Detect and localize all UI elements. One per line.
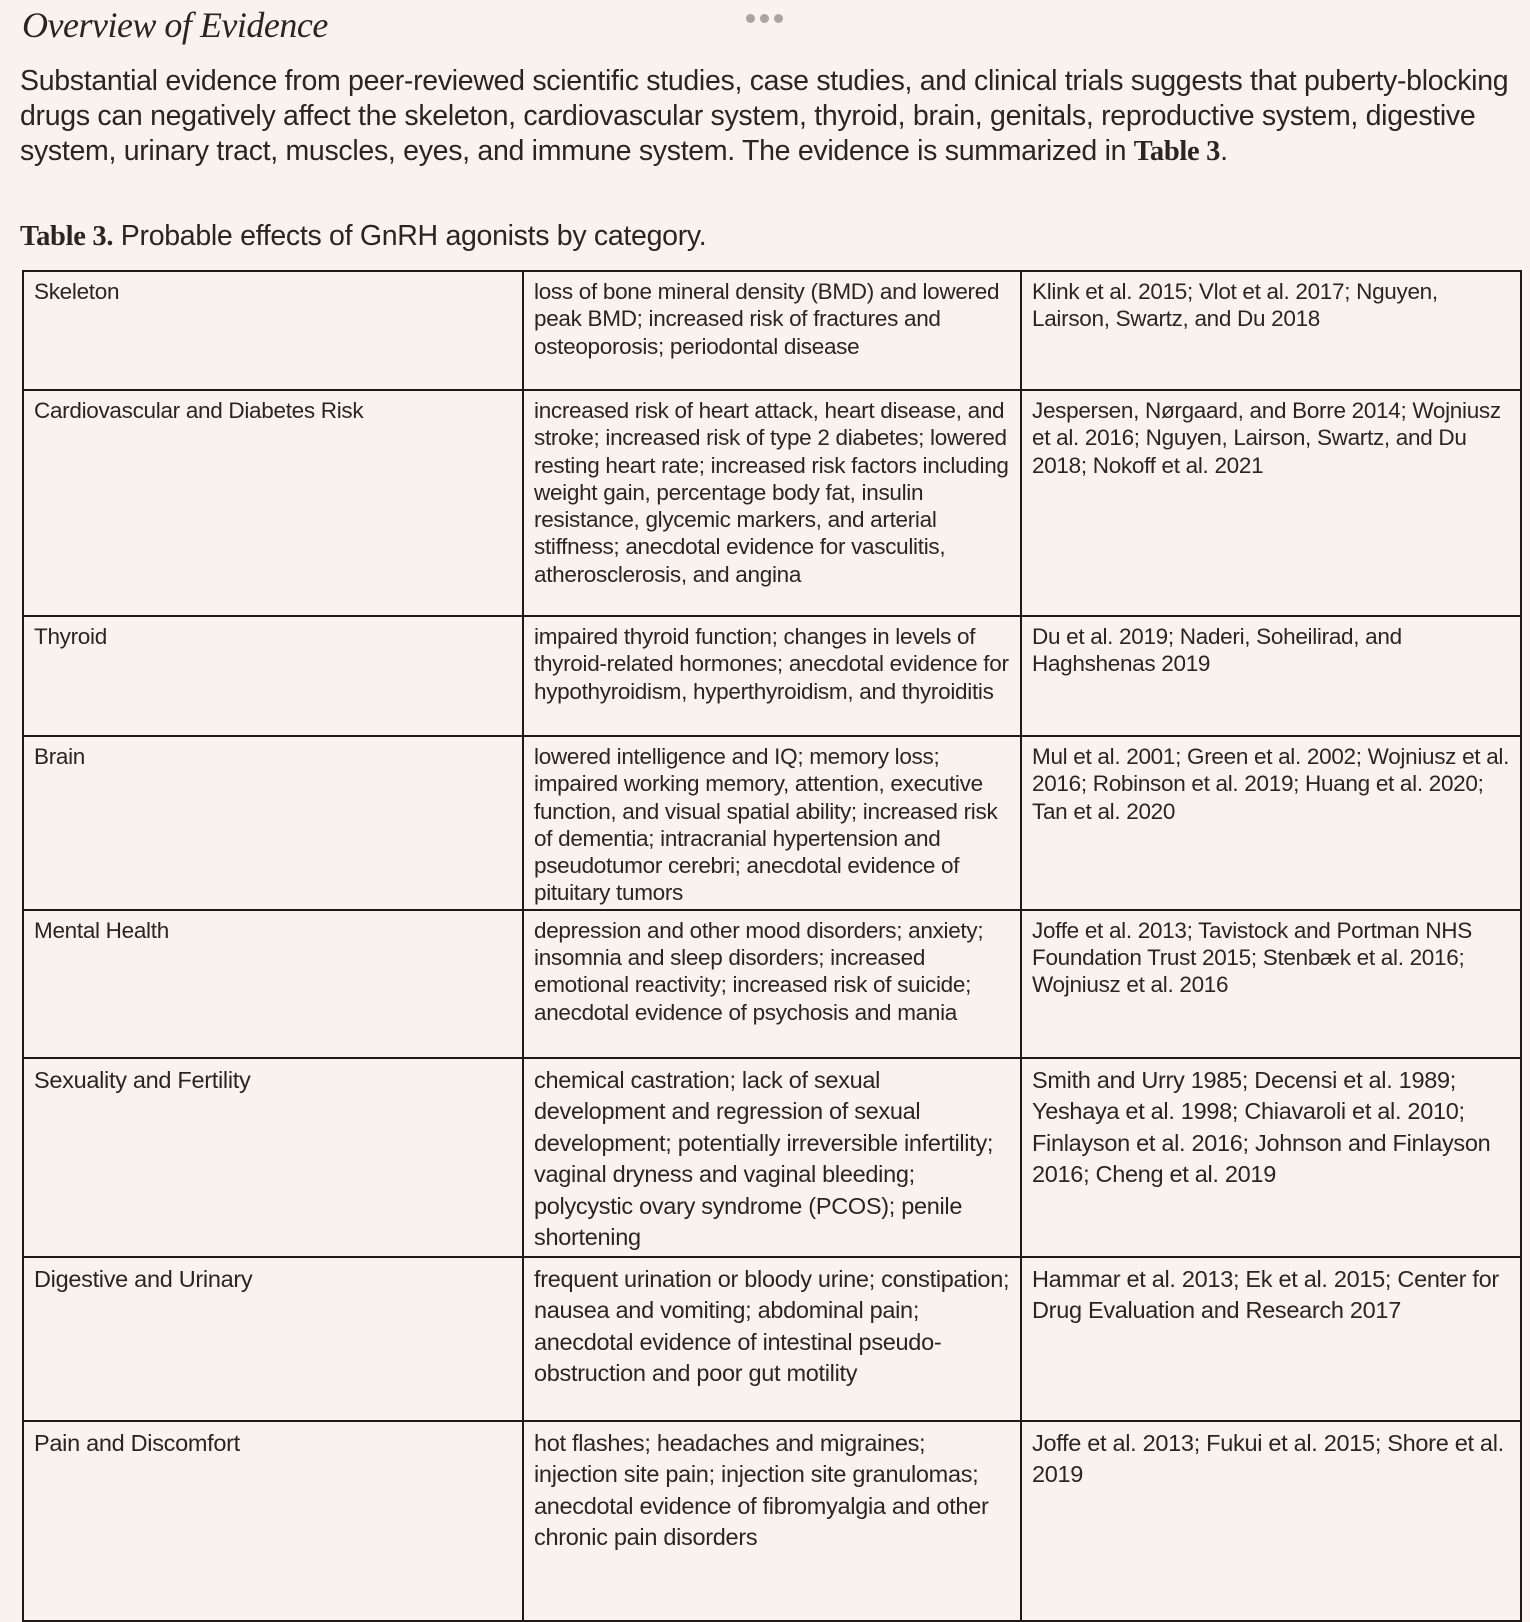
cell-sources: Du et al. 2019; Naderi, Soheilirad, and Haghshenas 2019 — [1021, 616, 1521, 736]
cell-sources: Hammar et al. 2013; Ek et al. 2015; Center for Drug Evaluation and Research 2017 — [1021, 1257, 1521, 1421]
cell-effects: chemical castration; lack of sexual development and regression of sexual development; potentially irreversible infertility; vaginal dryness and vaginal bleeding; polycystic ovary syndrome (PCOS); penile shortening — [523, 1058, 1021, 1257]
cell-sources: Joffe et al. 2013; Fukui et al. 2015; Shore et al. 2019 — [1021, 1421, 1521, 1621]
cell-category: Digestive and Urinary — [23, 1257, 523, 1421]
cell-category: Mental Health — [23, 910, 523, 1058]
table-row — [23, 616, 1521, 736]
table-row — [23, 736, 1521, 910]
cell-category: Thyroid — [23, 616, 523, 736]
cell-effects: hot flashes; headaches and migraines; injection site pain; injection site granulomas; anecdotal evidence of fibromyalgia and other chronic pain disorders — [523, 1421, 1021, 1621]
table-row — [23, 390, 1521, 616]
cell-effects: loss of bone mineral density (BMD) and lowered peak BMD; increased risk of fractures and osteoporosis; periodontal disease — [523, 271, 1021, 390]
table-row — [23, 1058, 1521, 1257]
cell-sources: Klink et al. 2015; Vlot et al. 2017; Nguyen, Lairson, Swartz, and Du 2018 — [1021, 271, 1521, 390]
intro-text: Substantial evidence from peer-reviewed scientific studies, case studies, and clinical trials suggests that puberty-blocking drugs can negatively affect the skeleton, cardiovascular system, thyroid, brain, genitals, reproductive system, digestive system, urinary tract, muscles, eyes, and immune system. The evidence is summarized in — [20, 65, 1509, 167]
cell-sources: Mul et al. 2001; Green et al. 2002; Wojniusz et al. 2016; Robinson et al. 2019; Huang et al. 2020; Tan et al. 2020 — [1021, 736, 1521, 910]
cell-category: Sexuality and Fertility — [23, 1058, 523, 1257]
cell-effects: increased risk of heart attack, heart disease, and stroke; increased risk of type 2 diabetes; lowered resting heart rate; increased risk factors including weight gain, percentage body fat, insulin resistance, glycemic markers, and arterial stiffness; anecdotal evidence for vasculitis, atherosclerosis, and angina — [523, 390, 1021, 616]
table-row — [23, 1257, 1521, 1421]
more-options-icon[interactable] — [746, 14, 783, 23]
cell-category: Brain — [23, 736, 523, 910]
caption-label: Table 3. — [20, 221, 114, 252]
table-row — [23, 271, 1521, 390]
table-row — [23, 1421, 1521, 1621]
table-reference: Table 3 — [1133, 136, 1221, 167]
cell-effects: frequent urination or bloody urine; constipation; nausea and vomiting; abdominal pain; anecdotal evidence of intestinal pseudo-obstruction and poor gut motility — [523, 1257, 1021, 1421]
cell-sources: Joffe et al. 2013; Tavistock and Portman NHS Foundation Trust 2015; Stenbæk et al. 2016; Wojniusz et al. 2016 — [1021, 910, 1521, 1058]
cell-sources: Smith and Urry 1985; Decensi et al. 1989; Yeshaya et al. 1998; Chiavaroli et al. 2010; Finlayson et al. 2016; Johnson and Finlayson 2016; Cheng et al. 2019 — [1021, 1058, 1521, 1257]
cell-effects: impaired thyroid function; changes in levels of thyroid-related hormones; anecdotal evidence for hypothyroidism, hyperthyroidism, and thyroiditis — [523, 616, 1021, 736]
caption-text: Probable effects of GnRH agonists by category. — [113, 220, 707, 252]
table-row — [23, 910, 1521, 1058]
cell-effects: lowered intelligence and IQ; memory loss; impaired working memory, attention, executive function, and visual spatial ability; increased risk of dementia; intracranial hypertension and pseudotumor cerebri; anecdotal evidence of pituitary tumors — [523, 736, 1021, 910]
cell-category: Cardiovascular and Diabetes Risk — [23, 390, 523, 616]
cell-sources: Jespersen, Nørgaard, and Borre 2014; Wojniusz et al. 2016; Nguyen, Lairson, Swartz, and Du 2018; Nokoff et al. 2021 — [1021, 390, 1521, 616]
effects-table — [22, 270, 1522, 1622]
cell-category: Skeleton — [23, 271, 523, 390]
cell-category: Pain and Discomfort — [23, 1421, 523, 1621]
intro-end: . — [1220, 135, 1228, 167]
cell-effects: depression and other mood disorders; anxiety; insomnia and sleep disorders; increased emotional reactivity; increased risk of suicide; anecdotal evidence of psychosis and mania — [523, 910, 1021, 1058]
intro-paragraph — [20, 64, 1510, 169]
table-caption — [20, 220, 706, 253]
section-heading: Overview of Evidence — [22, 5, 328, 45]
